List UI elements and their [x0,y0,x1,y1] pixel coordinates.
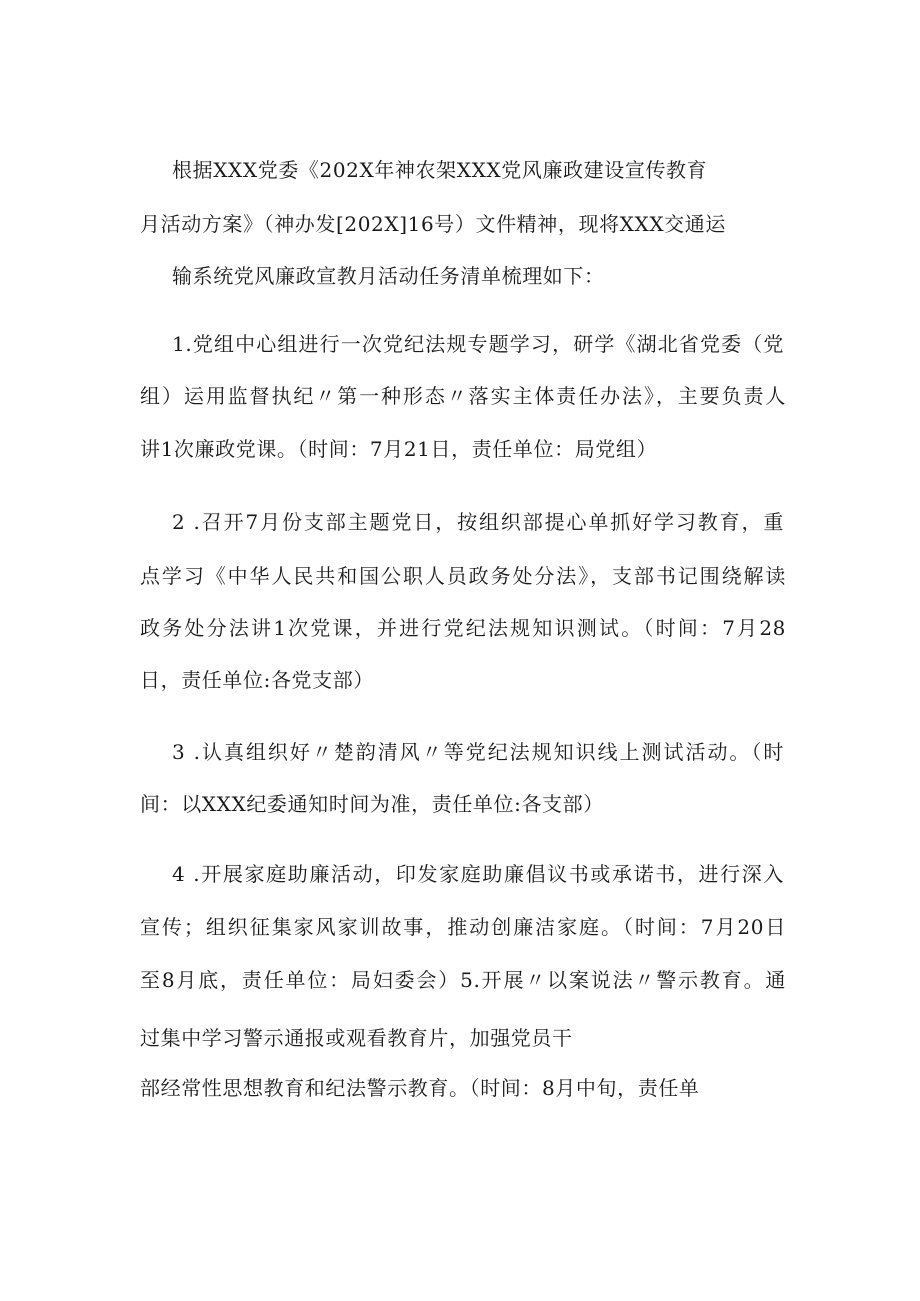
intro-line-1: 根据XXX党委《202X年神农架XXX党风廉政建设宣传教育 [172,158,708,182]
item-3-line-1: 3 .认真组织好〃楚韵清风〃等党纪法规知识线上测试活动。（时 [172,740,784,764]
item-2-line-2: 点学习《中华人民共和国公职人员政务处分法》，支部书记围绕解读 [140,564,786,588]
item-4-line-4: 过集中学习警示通报或观看教育片，加强党员干 [140,1026,573,1050]
item-2-line-4: 日，责任单位:各党支部） [140,668,374,692]
item-4-line-1: 4 .开展家庭助廉活动，印发家庭助廉倡议书或承诺书，进行深入 [172,862,784,886]
item-1-line-3: 讲1次廉政党课。（时间：7月21日，责任单位：局党组） [140,437,658,461]
item-2-line-3: 政务处分法讲1次党课，并进行党纪法规知识测试。（时间：7月28 [140,616,786,640]
intro-line-3: 输系统党风廉政宣教月活动任务清单梳理如下： [172,264,605,288]
item-4-line-2: 宣传；组织征集家风家训故事，推动创廉洁家庭。（时间：7月20日 [140,915,786,939]
item-2-line-1: 2 .召开7月份支部主题党日，按组织部提心单抓好学习教育，重 [172,510,784,534]
item-4-line-3: 至8月底，责任单位：局妇委会）5.开展〃以案说法〃警示教育。通 [140,968,786,992]
item-1-line-1: 1.党组中心组进行一次党纪法规专题学习，研学《湖北省党委（党 [172,332,784,356]
item-1-line-2: 组）运用监督执纪〃第一种形态〃落实主体责任办法》，主要负责人 [140,384,786,408]
item-3-line-2: 间：以XXX纪委通知时间为准，责任单位:各支部） [140,792,604,816]
item-4-line-5: 部经常性思想教育和纪法警示教育。（时间：8月中旬，责任单 [140,1076,700,1100]
intro-line-2: 月活动方案》（神办发[202X]16号）文件精神，现将XXX交通运 [140,212,726,236]
